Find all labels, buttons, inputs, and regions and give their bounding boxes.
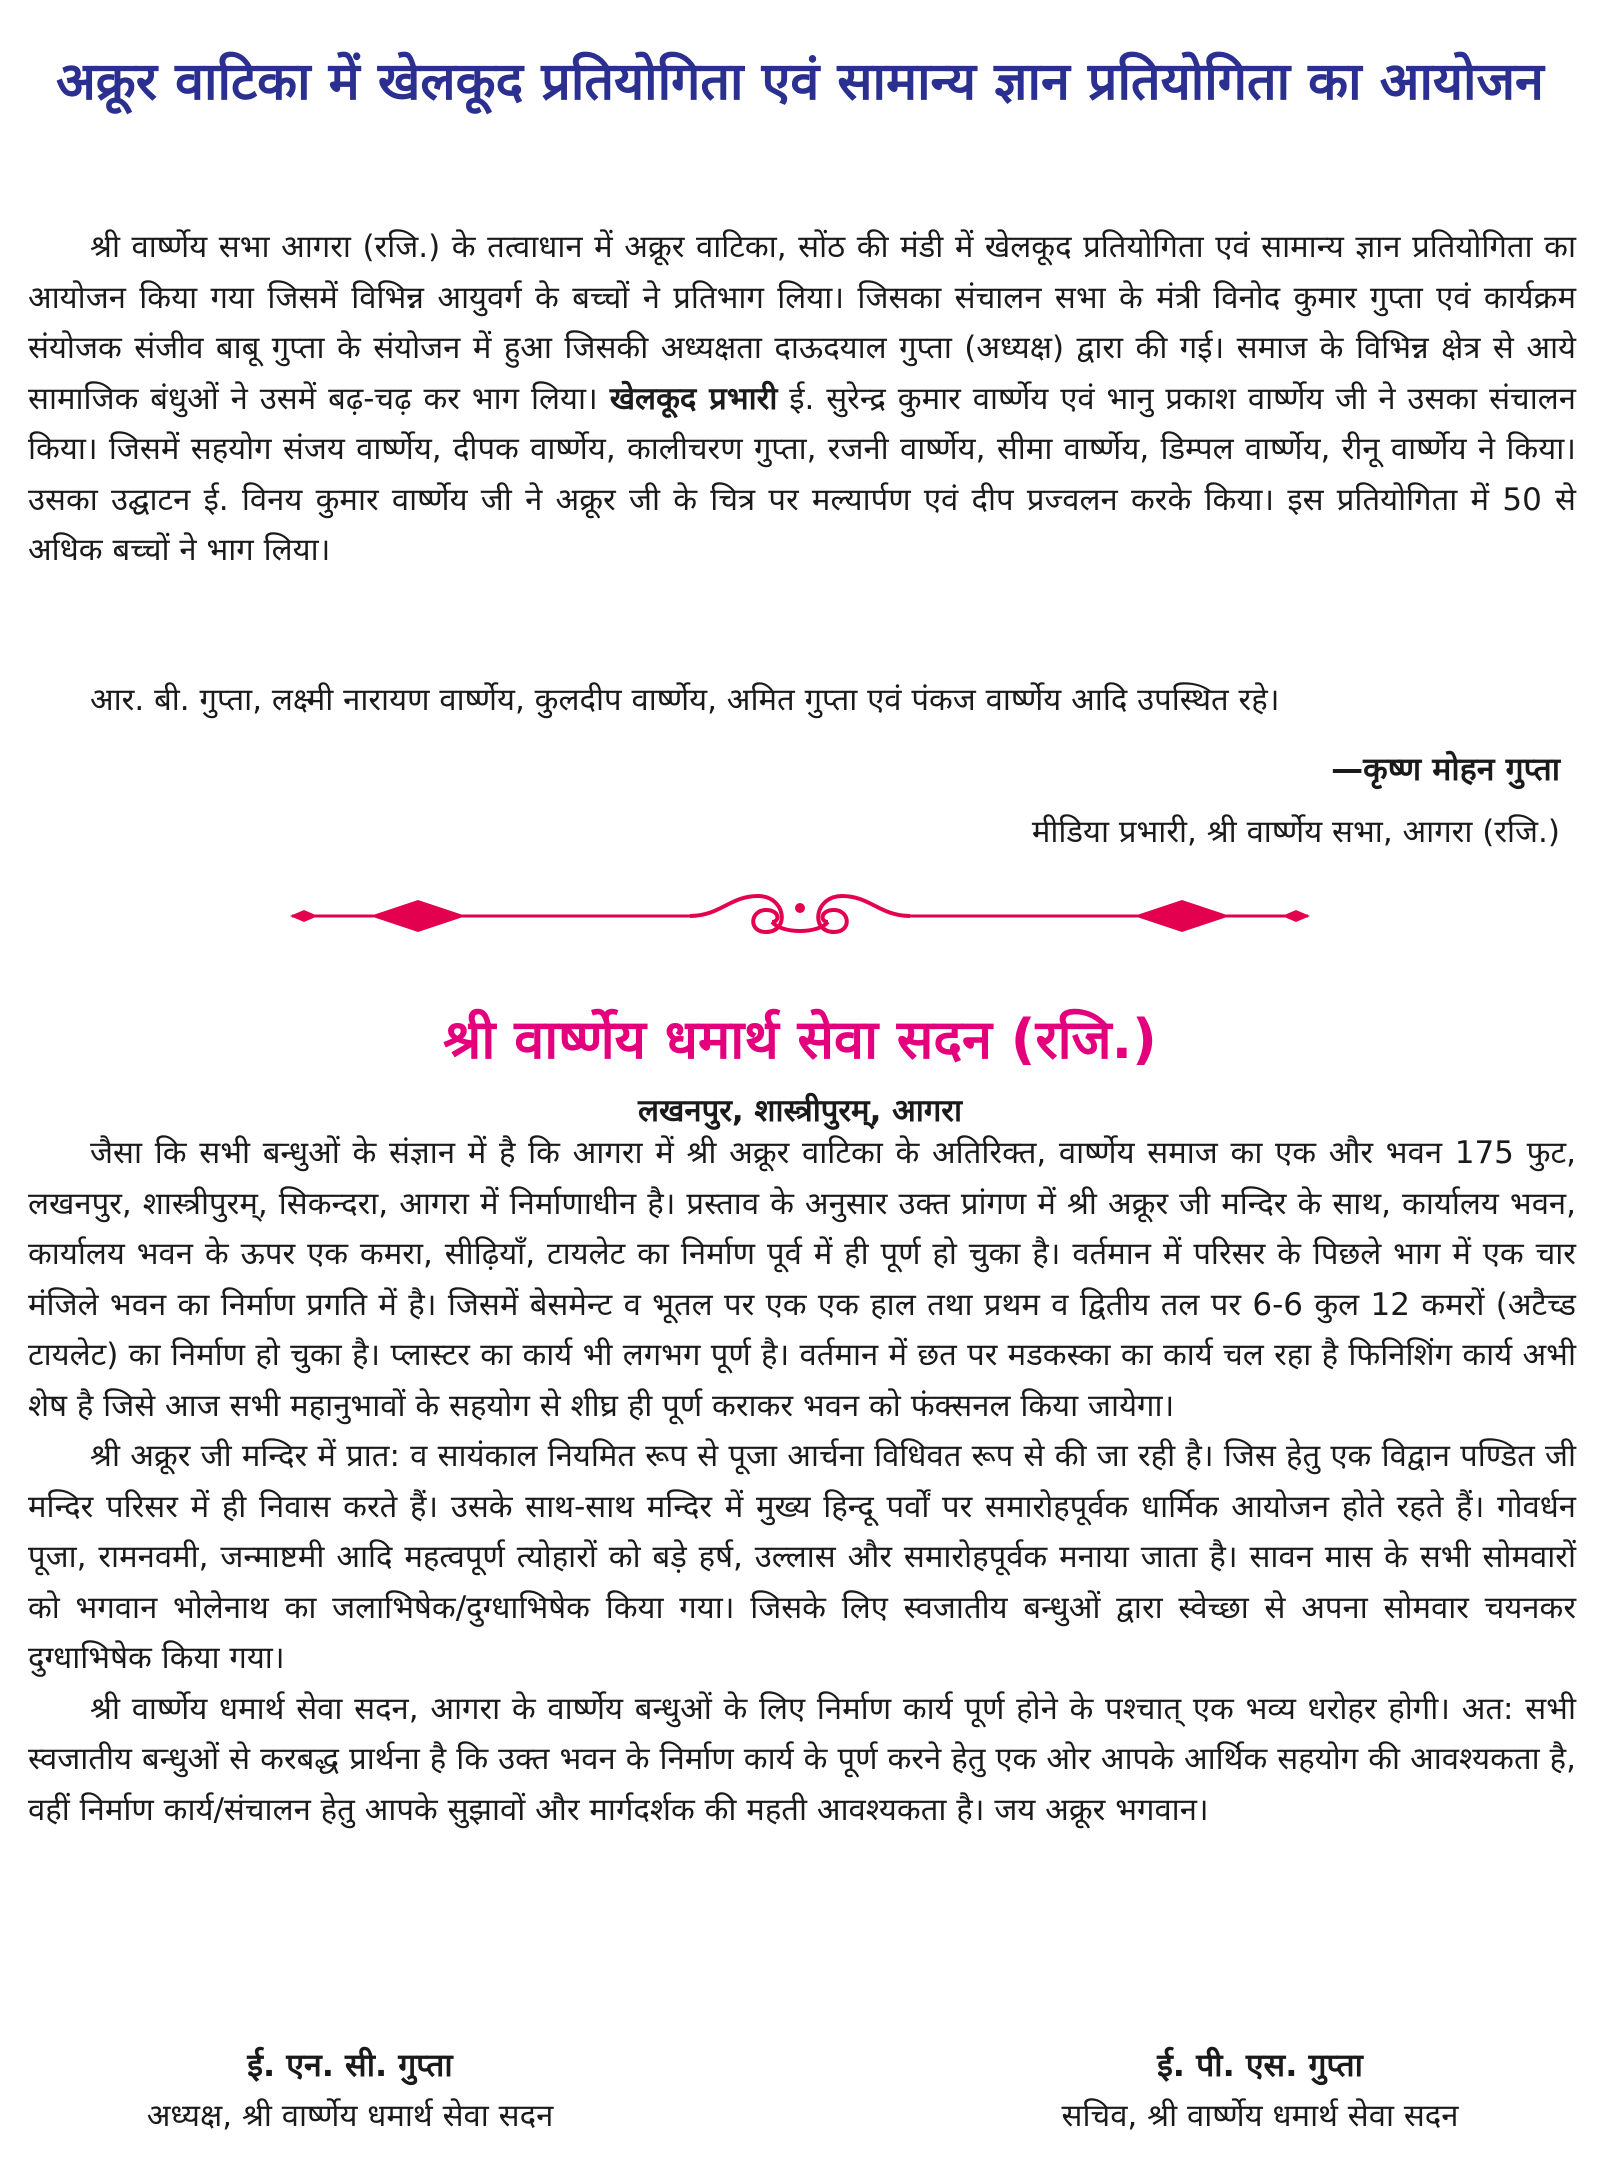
- article2-paragraph-3: श्री वार्ष्णेय धमार्थ सेवा सदन, आगरा के वार्ष्णेय बन्धुओं के लिए निर्माण कार्य पूर्ण होने के पश्चात् एक भव्य धरोहर होगी। अत: सभी स्वजातीय बन्धुओं से करबद्ध प्रार्थना है कि उक्त भवन के निर्माण कार्य के पूर्ण करने हेतु एक ओर आपके आर्थिक सहयोग की आवश्यकता है, वहीं निर्माण कार्य/संचालन हेतु आपके सुझावों और मार्गदर्शक की महती आवश्यकता है। जय अक्रूर भगवान।: [28, 1690, 1576, 1828]
- divider-diamond-far-right: [1282, 910, 1310, 922]
- article1-bold-label: खेलकूद प्रभारी: [609, 380, 778, 417]
- article2-paragraph-1: जैसा कि सभी बन्धुओं के संज्ञान में है कि आगरा में श्री अक्रूर वाटिका के अतिरिक्त, वार्ष्णेय समाज का एक और भवन 175 फुट, लखनपुर, शास्त्रीपुरम्, सिकन्दरा, आगरा में निर्माणाधीन है। प्रस्ताव के अनुसार उक्त प्रांगण में श्री अक्रूर जी मन्दिर के साथ, कार्यालय भवन, कार्यालय भवन के ऊपर एक कमरा, सीढ़ियाँ, टायलेट का निर्माण पूर्व में ही पूर्ण हो चुका है। वर्तमान में परिसर के पिछले भाग में एक चार मंजिले भवन का निर्माण प्रगति में है। जिसमें बेसमेन्ट व भूतल पर एक एक हाल तथा प्रथम व द्वितीय तल पर 6-6 कुल 12 कमरों (अटैच्ड टायलेट) का निर्माण हो चुका है। प्लास्टर का कार्य भी लगभग पूर्ण है। वर्तमान में छत पर मडकस्का का कार्य चल रहा है फिनिशिंग कार्य अभी शेष है जिसे आज सभी महानुभावों के सहयोग से शीघ्र ही पूर्ण कराकर भवन को फंक्सनल किया जायेगा।: [28, 1135, 1576, 1424]
- divider-diamond-left: [370, 900, 466, 932]
- article2-title: श्री वार्ष्णेय धमार्थ सेवा सदन (रजि.): [443, 1008, 1157, 1071]
- signature-president: [40, 2040, 660, 2142]
- article1-paragraph-1-part-a: श्री वार्ष्णेय सभा आगरा (रजि.) के तत्वाधान में अक्रूर वाटिका, सोंठ की मंडी में खेलकूद प्रतियोगिता एवं सामान्य ज्ञान प्रतियोगिता का आयोजन किया गया जिसमें विभिन्न आयुवर्ग के बच्चों ने प्रतिभाग लिया। जिसका संचालन सभा के मंत्री विनोद कुमार गुप्ता एवं कार्यक्रम संयोजक संजीव बाबू गुप्ता के संयोजन में हुआ जिसकी अध्यक्षता दाऊदयाल गुप्ता (अध्यक्ष) द्वारा की गई। समाज के विभिन्न क्षेत्र से आये सामाजिक बंधुओं ने उसमें बढ़-चढ़ कर भाग लिया।: [28, 229, 1576, 417]
- ornamental-divider: [290, 878, 1310, 948]
- secretary-role: सचिव, श्री वार्ष्णेय धमार्थ सेवा सदन: [1061, 2098, 1459, 2134]
- divider-diamond-far-left: [290, 910, 318, 922]
- article1-paragraph-2: आर. बी. गुप्ता, लक्ष्मी नारायण वार्ष्णेय, कुलदीप वार्ष्णेय, अमित गुप्ता एवं पंकज वार्ष्णेय आदि उपस्थित रहे।: [90, 682, 1280, 718]
- divider-dot-center: [795, 903, 805, 913]
- president-name: ई. एन. सी. गुप्ता: [247, 2046, 453, 2084]
- president-role: अध्यक्ष, श्री वार्ष्णेय धमार्थ सेवा सदन: [146, 2098, 554, 2134]
- article1-paragraph-1-part-b: ई. सुरेन्द्र कुमार वार्ष्णेय एवं भानु प्रकाश वार्ष्णेय जी ने उसका संचालन किया। जिसमें सहयोग संजय वार्ष्णेय, दीपक वार्ष्णेय, कालीचरण गुप्ता, रजनी वार्ष्णेय, सीमा वार्ष्णेय, डिम्पल वार्ष्णेय, रीनू वार्ष्णेय ने किया। उसका उद्घाटन ई. विनय कुमार वार्ष्णेय जी ने अक्रूर जी के चित्र पर मल्यार्पण एवं दीप प्रज्वलन करके किया। इस प्रतियोगिता में 50 से अधिक बच्चों ने भाग लिया।: [28, 380, 1576, 568]
- divider-swirl-center: [690, 896, 910, 932]
- secretary-name: ई. पी. एस. गुप्ता: [1157, 2046, 1363, 2084]
- article1-paragraph-1: [28, 222, 1576, 576]
- article1-signature-name: —कृष्ण मोहन गुप्ता: [1331, 750, 1560, 788]
- article2-location: लखनपुर, शास्त्रीपुरम्, आगरा: [638, 1093, 962, 1129]
- article1-signature-role: मीडिया प्रभारी, श्री वार्ष्णेय सभा, आगरा (रजि.): [1031, 814, 1560, 850]
- article2-body: [28, 1128, 1576, 1835]
- article2-paragraph-2: श्री अक्रूर जी मन्दिर में प्रात: व सायंकाल नियमित रूप से पूजा आर्चना विधिवत रूप से की जा रही है। जिस हेतु एक विद्वान पण्डित जी मन्दिर परिसर में ही निवास करते हैं। उसके साथ-साथ मन्दिर में मुख्य हिन्दू पर्वों पर समारोहपूर्वक धार्मिक आयोजन होते रहते हैं। गोवर्धन पूजा, रामनवमी, जन्माष्टमी आदि महत्वपूर्ण त्योहारों को बड़े हर्ष, उल्लास और समारोहपूर्वक मनाया जाता है। सावन मास के सभी सोमवारों को भगवान भोलेनाथ का जलाभिषेक/दुग्धाभिषेक किया गया। जिसके लिए स्वजातीय बन्धुओं द्वारा स्वेच्छा से अपना सोमवार चयनकर दुग्धाभिषेक किया गया।: [28, 1438, 1576, 1676]
- divider-diamond-right: [1134, 900, 1230, 932]
- signature-secretary: [950, 2040, 1570, 2142]
- article1-title: अक्रूर वाटिका में खेलकूद प्रतियोगिता एवं सामान्य ज्ञान प्रतियोगिता का आयोजन: [56, 52, 1544, 112]
